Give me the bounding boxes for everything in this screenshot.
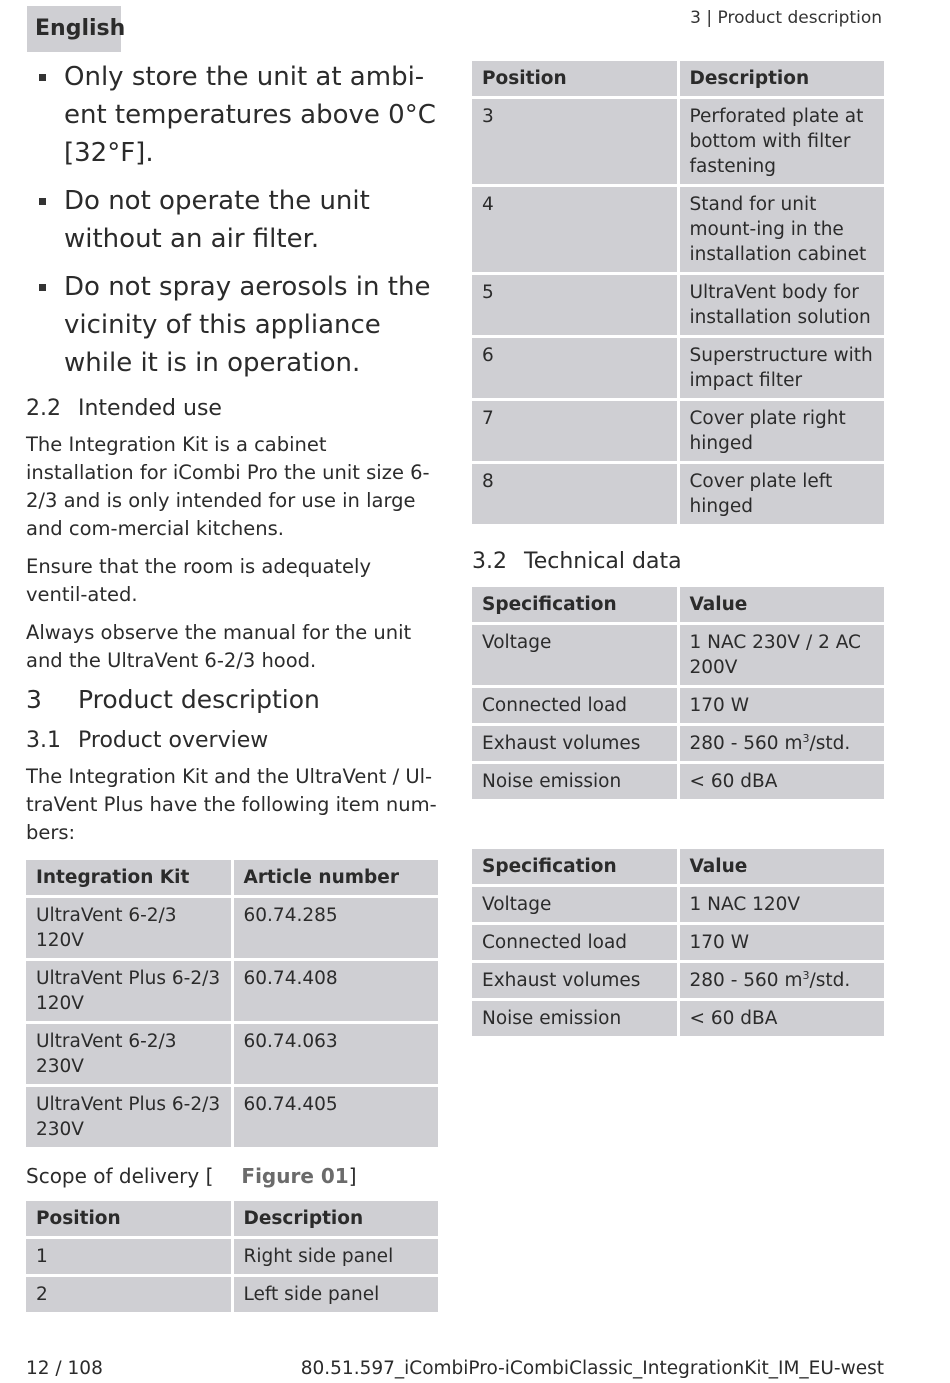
table-cell: Right side panel (234, 1239, 439, 1274)
table-cell: Voltage (472, 625, 677, 685)
table-row (472, 275, 884, 335)
table-row (472, 925, 884, 960)
table-row (472, 187, 884, 272)
tech-data-table-2 (469, 846, 887, 1039)
table-header: Specification (472, 849, 677, 884)
table-header-row (472, 849, 884, 884)
section-heading-2-2: 2.2 Intended use (26, 396, 222, 421)
table-cell: UltraVent Plus 6-2/3 230V (26, 1087, 231, 1147)
scope-of-delivery: Scope of delivery [ Figure 01] (26, 1164, 357, 1188)
table-cell: 1 NAC 230V / 2 AC 200V (680, 625, 885, 685)
table-cell: Exhaust volumes (472, 726, 677, 761)
table-cell: Superstructure with impact filter (680, 338, 885, 398)
table-row (472, 1001, 884, 1036)
table-cell: 7 (472, 401, 677, 461)
table-row (26, 1277, 438, 1312)
table-row (472, 338, 884, 398)
table-cell: < 60 dBA (680, 1001, 885, 1036)
table-cell: 170 W (680, 925, 885, 960)
page-number: 12 / 108 (26, 1358, 103, 1379)
table-cell: 1 (26, 1239, 231, 1274)
table-cell: 60.74.408 (234, 961, 439, 1021)
table-header: Specification (472, 587, 677, 622)
table-cell: 3 (472, 99, 677, 184)
table-cell: 2 (26, 1277, 231, 1312)
table-cell: 170 W (680, 688, 885, 723)
table-cell: 60.74.285 (234, 898, 439, 958)
table-header: Position (472, 61, 677, 96)
table-header-row (472, 61, 884, 96)
language-tab: English (27, 6, 121, 52)
table-cell: 6 (472, 338, 677, 398)
table-cell: UltraVent 6-2/3 120V (26, 898, 231, 958)
table-header-row (26, 860, 438, 895)
table-cell: Left side panel (234, 1277, 439, 1312)
table-header: Integration Kit (26, 860, 231, 895)
table-cell: 60.74.405 (234, 1087, 439, 1147)
scope-table-right (469, 58, 887, 527)
paragraph: Always observe the manual for the unit and the UltraVent 6-2/3 hood. (26, 621, 412, 672)
table-cell: Perforated plate at bottom with filter fastening (680, 99, 885, 184)
table-header: Description (234, 1201, 439, 1236)
table-cell: UltraVent Plus 6-2/3 120V (26, 961, 231, 1021)
bullet-item: Do not spray aerosols in the vicinity of this appliance while it is in operation. (26, 268, 438, 382)
bullet-item: Only store the unit at ambi-ent temperatures above 0°C [32°F]. (26, 58, 438, 172)
paragraph: The Integration Kit and the UltraVent / Ul-traVent Plus have the following item num-bers: (26, 765, 437, 844)
document-id: 80.51.597_iCombiPro-iCombiClassic_IntegrationKit_IM_EU-west (300, 1358, 884, 1379)
table-cell: 1 NAC 120V (680, 887, 885, 922)
table-row (472, 464, 884, 524)
table-row (472, 99, 884, 184)
table-row (26, 898, 438, 958)
tech-data-table-1 (469, 584, 887, 802)
section-header: 3 | Product description (690, 8, 882, 28)
table-header: Position (26, 1201, 231, 1236)
table-cell: Stand for unit mount-ing in the installation cabinet (680, 187, 885, 272)
table-row (26, 961, 438, 1021)
table-row (26, 1239, 438, 1274)
table-row (472, 764, 884, 799)
table-row (26, 1087, 438, 1147)
table-row (472, 726, 884, 761)
section-heading-3-1: 3.1 Product overview (26, 728, 269, 753)
paragraph: Ensure that the room is adequately ventil-ated. (26, 555, 372, 606)
table-cell: Voltage (472, 887, 677, 922)
section-heading-3: 3 Product description (26, 685, 320, 714)
table-cell: Cover plate left hinged (680, 464, 885, 524)
table-header-row (472, 587, 884, 622)
table-row (472, 688, 884, 723)
bullet-item: Do not operate the unit without an air filter. (26, 182, 438, 258)
table-row (472, 401, 884, 461)
table-cell: Exhaust volumes (472, 963, 677, 998)
table-header: Article number (234, 860, 439, 895)
table-cell: Connected load (472, 925, 677, 960)
table-row (472, 963, 884, 998)
table-header: Description (680, 61, 885, 96)
table-header: Value (680, 849, 885, 884)
table-cell: Noise emission (472, 764, 677, 799)
table-cell: UltraVent body for installation solution (680, 275, 885, 335)
table-cell: 4 (472, 187, 677, 272)
table-cell: UltraVent 6-2/3 230V (26, 1024, 231, 1084)
table-header-row (26, 1201, 438, 1236)
table-row (472, 887, 884, 922)
table-cell: 5 (472, 275, 677, 335)
table-cell: 8 (472, 464, 677, 524)
left-column (26, 58, 438, 1315)
table-cell: < 60 dBA (680, 764, 885, 799)
article-number-table (23, 857, 441, 1150)
table-cell: 280 - 560 $m^3$/std. (680, 963, 885, 998)
paragraph: The Integration Kit is a cabinet installation for iCombi Pro the unit size 6-2/3 and is only intended for use in large and com-mercial kitchens. (26, 433, 430, 540)
table-cell: Noise emission (472, 1001, 677, 1036)
table-header: Value (680, 587, 885, 622)
table-cell: Cover plate right hinged (680, 401, 885, 461)
table-cell: 60.74.063 (234, 1024, 439, 1084)
figure-link[interactable]: Figure 01 (241, 1164, 349, 1188)
table-row (26, 1024, 438, 1084)
safety-bullets (26, 58, 438, 382)
right-column (472, 58, 884, 1039)
section-heading-3-2: 3.2 Technical data (472, 549, 682, 574)
table-cell: 280 - 560 $m^3$/std. (680, 726, 885, 761)
scope-table-left (23, 1198, 441, 1315)
table-cell: Connected load (472, 688, 677, 723)
table-row (472, 625, 884, 685)
